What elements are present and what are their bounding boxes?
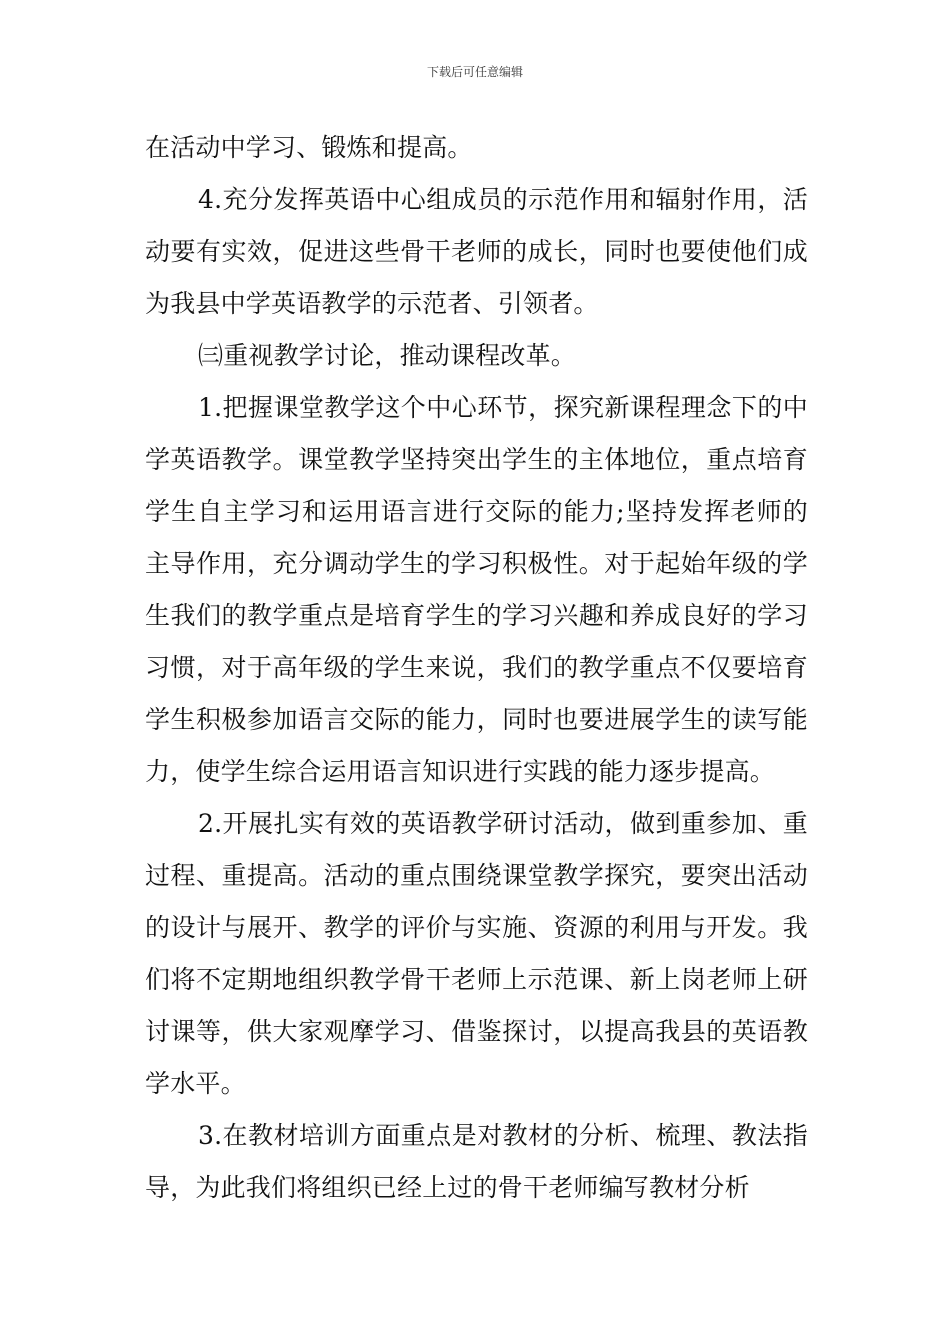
- page-header-note: 下载后可任意编辑: [426, 65, 523, 79]
- document-body: [145, 122, 808, 1214]
- paragraph-continuation: 在活动中学习、锻炼和提高。: [145, 133, 473, 162]
- paragraph-item-3: 3.在教材培训方面重点是对教材的分析、梳理、教法指导，为此我们将组织已经上过的骨干老师编写教材分析: [145, 1121, 808, 1202]
- paragraph-item-4: 4.充分发挥英语中心组成员的示范作用和辐射作用，活动要有实效，促进这些骨干老师的成长，同时也要使他们成为我县中学英语教学的示范者、引领者。: [145, 185, 808, 318]
- paragraph-item-1: 1.把握课堂教学这个中心环节，探究新课程理念下的中学英语教学。课堂教学坚持突出学生的主体地位，重点培育学生自主学习和运用语言进行交际的能力;坚持发挥老师的主导作用，充分调动学生的学习积极性。对于起始年级的学生我们的教学重点是培育学生的学习兴趣和养成良好的学习习惯，对于高年级的学生来说，我们的教学重点不仅要培育学生积极参加语言交际的能力，同时也要进展学生的读写能力，使学生综合运用语言知识进行实践的能力逐步提高。: [145, 393, 808, 786]
- section-heading-3: ㈢重视教学讨论，推动课程改革。: [198, 341, 577, 370]
- paragraph-item-2: 2.开展扎实有效的英语教学研讨活动，做到重参加、重过程、重提高。活动的重点围绕课堂教学探究，要突出活动的设计与展开、教学的评价与实施、资源的利用与开发。我们将不定期地组织教学骨干老师上示范课、新上岗老师上研讨课等，供大家观摩学习、借鉴探讨，以提高我县的英语教学水平。: [145, 809, 808, 1098]
